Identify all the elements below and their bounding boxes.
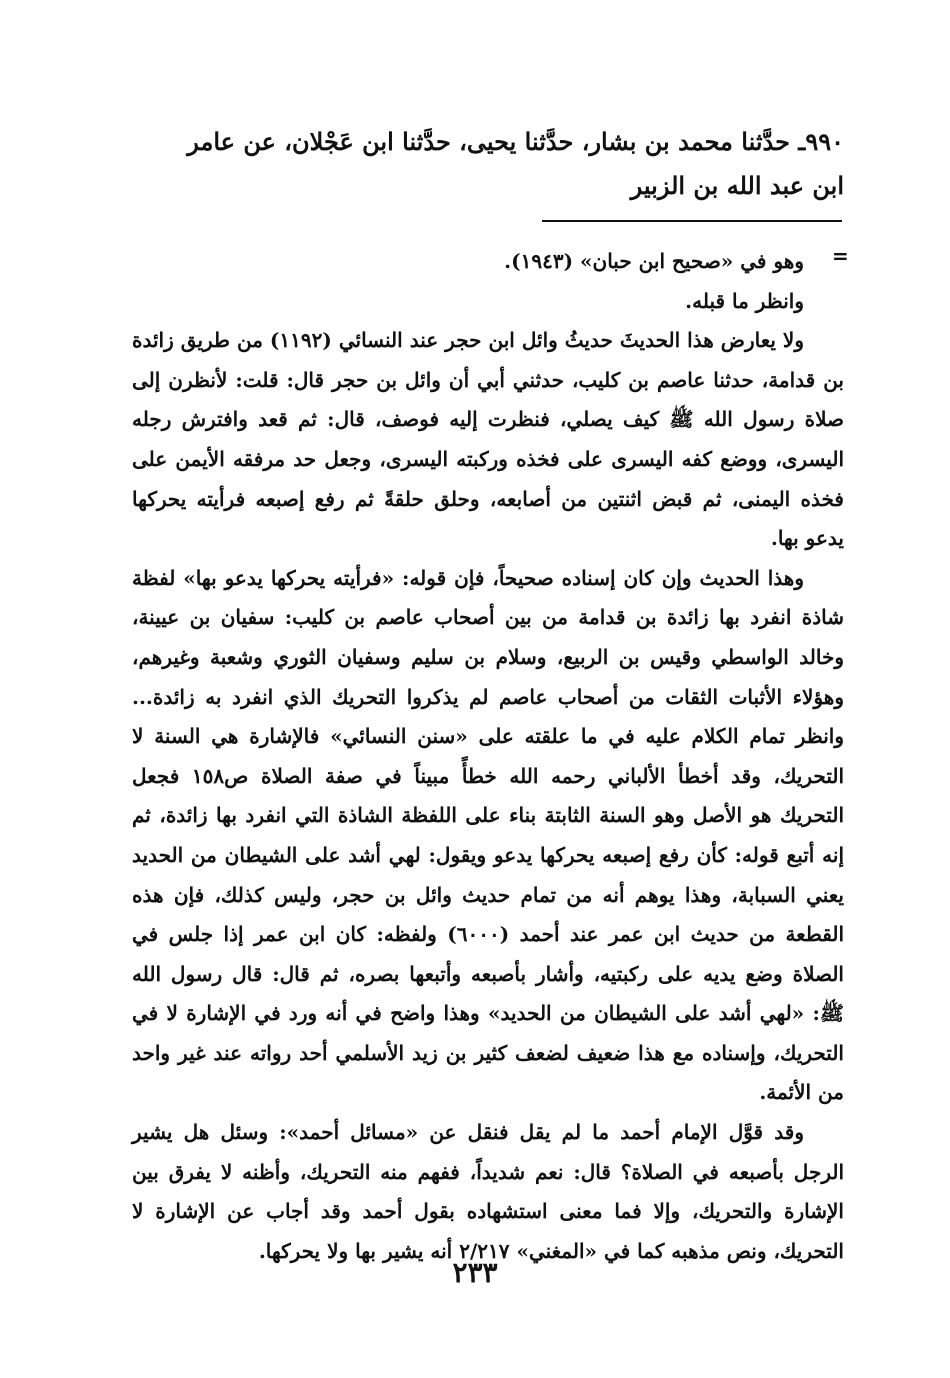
- footnote-separator: [542, 220, 842, 222]
- hadith-line-1: ٩٩٠ـ حدَّثنا محمد بن بشار، حدَّثنا يحيى، حدَّثنا ابن عَجْلان، عن عامر: [187, 127, 844, 156]
- footnote-paragraph-4: وهذا الحديث وإن كان إسناده صحيحاً، فإن قوله: «فرأيته يحركها يدعو بها» لفظة شاذة انفرد بها زائدة بن قدامة من بين أصحاب عاصم بن كليب: سفيان بن عيينة، وخالد الواسطي وقيس بن الربيع، وسلام بن سليم وسفيان الثوري وشعبة وغيرهم، وهؤلاء الأثبات الثقات من أصحاب عاصم لم يذكروا التحريك الذي انفرد به زائدة... وانظر تمام الكلام عليه في ما علقته على «سنن النسائي» فالإشارة هي السنة لا التحريك، وقد أخطأ الألباني رحمه الله خطأً مبيناً في صفة الصلاة ص١٥٨ فجعل التحريك هو الأصل وهو السنة الثابتة بناء على اللفظة الشاذة التي انفرد بها زائدة، ثم إنه أتبع قوله: كأن رفع إصبعه يحركها يدعو ويقول: لهي أشد على الشيطان من الحديد يعني السبابة، وهذا يوهم أنه من تمام حديث وائل بن حجر، وليس كذلك، فإن هذه القطعة من حديث ابن عمر عند أحمد (٦٠٠٠) ولفظه: كان ابن عمر إذا جلس في الصلاة وضع يديه على ركبتيه، وأشار بأصبعه وأتبعها بصره، ثم قال: قال رسول الله ﷺ: «لهي أشد على الشيطان من الحديد» وهذا واضح في أنه ورد في الإشارة لا في التحريك، وإسناده مع هذا ضعيف لضعف كثير بن زيد الأسلمي أحد رواته عند غير واحد من الأئمة.: [132, 565, 845, 1105]
- footnote-paragraph-2: وانظر ما قبله.: [685, 288, 804, 313]
- footnote-continuation-marker: =: [832, 244, 849, 268]
- hadith-text: [124, 120, 844, 208]
- footnotes-section: [132, 242, 844, 1271]
- footnote-paragraph-5: وقد قوَّل الإمام أحمد ما لم يقل فنقل عن «مسائل أحمد»: وسئل هل يشير الرجل بأصبعه في الصلاة؟ قال: نعم شديداً، ففهم منه التحريك، وأظنه لا يفرق بين الإشارة والتحريك، وإلا فما معنى استشهاده بقول أحمد وقد أجاب عن الإشارة لا التحريك، ونص مذهبه كما في «المغني» ٢/٢١٧ أنه يشير بها ولا يحركها.: [132, 1120, 844, 1263]
- page-number: ٢٣٣: [452, 1256, 498, 1289]
- footnote-paragraph-3: ولا يعارض هذا الحديثَ حديثُ وائل ابن حجر عند النسائي (١١٩٢) من طريق زائدة بن قدامة، حدثنا عاصم بن كليب، حدثني أبي أن وائل بن حجر قال: قلت: لأنظرن إلى صلاة رسول الله ﷺ كيف يصلي، فنظرت إليه فوصف، قال: ثم قعد وافترش رجله اليسرى، ووضع كفه اليسرى على فخذه وركبته اليسرى، وجعل حد مرفقه الأيمن على فخذه اليمنى، ثم قبض اثنتين من أصابعه، وحلق حلقةً ثم رفع إصبعه فرأيته يحركها يدعو بها.: [132, 328, 844, 551]
- hadith-line-2: ابن عبد الله بن الزبير: [630, 171, 844, 200]
- footnote-paragraph-1: وهو في «صحيح ابن حبان» (١٩٤٣).: [504, 249, 804, 273]
